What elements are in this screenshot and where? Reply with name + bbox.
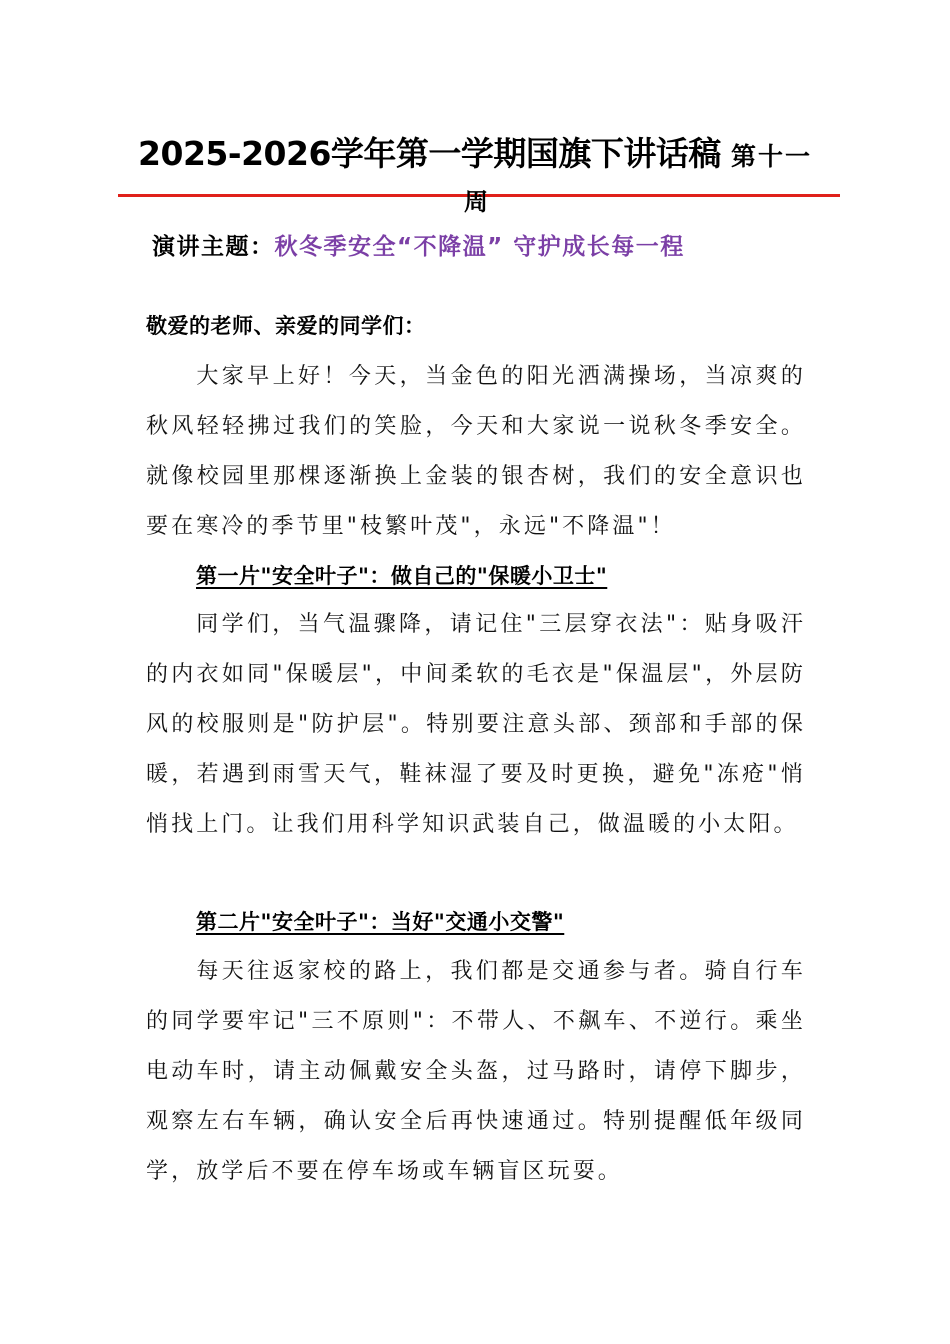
section-heading-1: 第一片"安全叶子"：做自己的"保暖小卫士" <box>196 564 608 588</box>
intro-text: 大家早上好！今天，当金色的阳光洒满操场，当凉爽的秋风轻轻拂过我们的笑脸，今天和大家说一说秋冬季安全。就像校园里那棵逐渐换上金装的银杏树，我们的安全意识也要在寒冷的季节里"枝繁叶茂"，永远"不降温"！ <box>146 364 806 539</box>
title-week-suffix-wrap: 周 <box>464 188 488 216</box>
body-text-2: 每天往返家校的路上，我们都是交通参与者。骑自行车的同学要牢记"三不原则"：不带人、不飙车、不逆行。乘坐电动车时，请主动佩戴安全头盔，过马路时，请停下脚步，观察左右车辆，确认安全后再快速通过。特别提醒低年级同学，放学后不要在停车场或车辆盲区玩耍。 <box>146 959 806 1184</box>
theme-value: 秋冬季安全“不降温” 守护成长每一程 <box>274 234 685 260</box>
body-text-1: 同学们，当气温骤降，请记住"三层穿衣法"：贴身吸汗的内衣如同"保暖层"，中间柔软的毛衣是"保温层"，外层防风的校服则是"防护层"。特别要注意头部、颈部和手部的保暖，若遇到雨雪天气，鞋袜湿了要及时更换，避免"冻疮"悄悄找上门。让我们用科学知识武装自己，做温暖的小太阳。 <box>146 612 806 837</box>
body-paragraph-1 <box>146 600 806 850</box>
body-paragraph-2 <box>146 947 806 1197</box>
document-title <box>100 128 850 175</box>
section-heading-2: 第二片"安全叶子"：当好"交通小交警" <box>196 910 565 934</box>
title-main: 2025-2026学年第一学期国旗下讲话稿 <box>138 134 721 173</box>
intro-paragraph <box>146 352 806 552</box>
speech-theme <box>152 228 685 261</box>
title-week-suffix: 第十一 <box>730 142 812 171</box>
greeting: 敬爱的老师、亲爱的同学们： <box>146 314 426 338</box>
theme-label: 演讲主题： <box>152 234 275 260</box>
